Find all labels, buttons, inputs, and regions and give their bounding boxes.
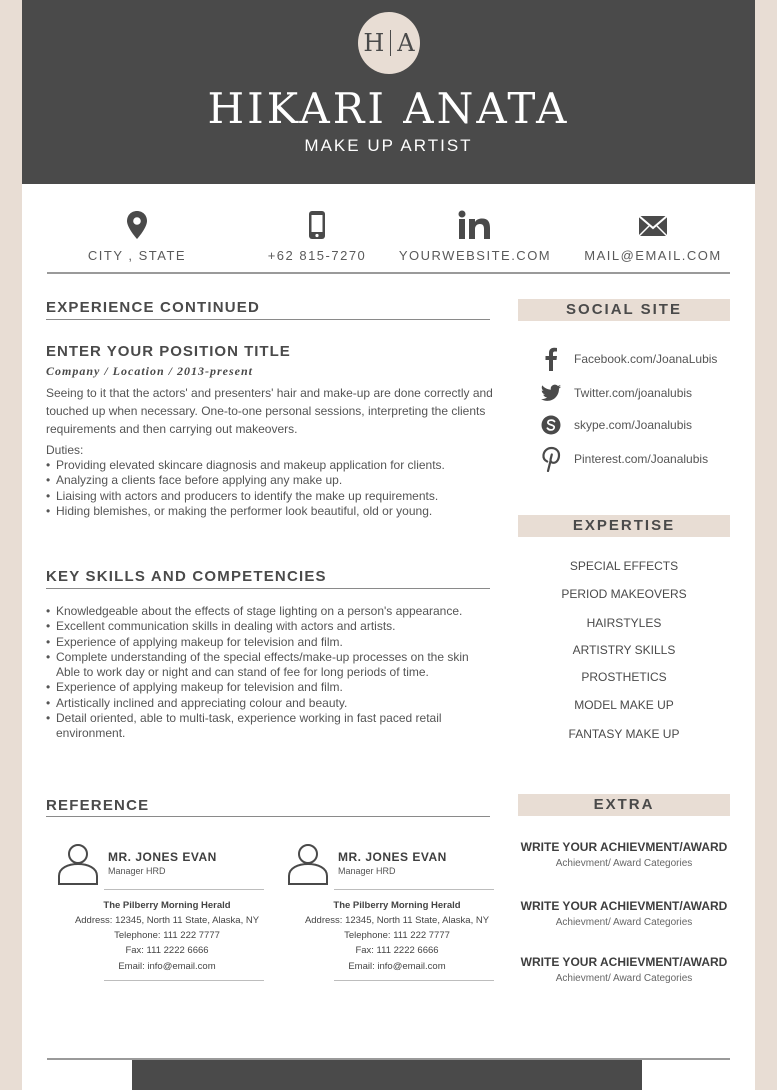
reference-role: Manager HRD [338,866,396,876]
company-line: Company / Location / 2013-present [46,364,253,378]
position-title: ENTER YOUR POSITION TITLE [46,343,291,360]
reference-company: The Pilberry Morning Herald [333,900,461,911]
reference-divider [104,980,264,981]
reference-divider [104,889,264,890]
expertise-item: SPECIAL EFFECTS [569,559,679,573]
contact-phone-text: +62 815-7270 [267,248,367,263]
resume-page [22,0,755,1090]
contact-location [52,210,222,263]
twitter-icon [540,381,562,405]
experience-description: Seeing to it that the actors' and presenters' hair and make-up are done correctly and touched up when necessary. One-to-one personal sessions, interpreting the clients requirements and then carrying out makeovers. [46,386,493,436]
reference-telephone: Telephone: 111 222 7777 [114,930,220,941]
social-twitter-text[interactable]: Twitter.com/joanalubis [574,386,693,400]
social-item-pinterest[interactable] [540,447,708,471]
contact-email[interactable] [568,210,738,263]
linkedin-icon [457,210,493,240]
social-facebook-text[interactable]: Facebook.com/JoanaLubis [574,352,718,366]
expertise-item: PERIOD MAKEOVERS [561,587,687,601]
reference-company: The Pilberry Morning Herald [103,900,231,911]
award-item [518,840,730,869]
skills-section-title: KEY SKILLS AND COMPETENCIES [46,568,327,585]
expertise-item: PROSTHETICS [581,670,667,684]
mail-envelope-icon [637,210,669,240]
award-item [518,899,730,928]
list-item: • Liaising with actors and producers to identify the make up requirements. [46,489,496,504]
social-section-title: SOCIAL SITE [518,299,730,321]
reference-section-title: REFERENCE [46,797,150,814]
extra-section-title: EXTRA [518,794,730,816]
pinterest-icon [540,446,562,472]
award-subtitle: Achievment/ Award Categories [555,917,693,928]
reference-telephone: Telephone: 111 222 7777 [344,930,450,941]
award-subtitle: Achievment/ Award Categories [555,858,693,869]
job-title: MAKE UP ARTIST [304,136,473,155]
social-pinterest-text[interactable]: Pinterest.com/Joanalubis [574,452,709,466]
person-name: HIKARI ANATA [207,84,570,133]
contact-divider [47,272,730,274]
award-item [518,955,730,984]
monogram-badge [358,12,420,74]
reference-fax: Fax: 111 2222 6666 [355,945,439,956]
award-title: WRITE YOUR ACHIEVMENT/AWARD [520,955,728,969]
award-subtitle: Achievment/ Award Categories [555,973,693,984]
monogram-right: A [397,29,415,57]
list-item: • Experience of applying makeup for television and film. [46,635,486,650]
expertise-item: ARTISTRY SKILLS [572,643,676,657]
social-item-facebook[interactable] [540,347,717,371]
award-title: WRITE YOUR ACHIEVMENT/AWARD [520,899,728,913]
reference-email[interactable]: Email: info@email.com [348,961,446,972]
monogram-left: H [363,29,385,57]
list-item: • Providing elevated skincare diagnosis and makeup application for clients. [46,458,496,473]
reference-name: MR. JONES EVAN [338,850,447,864]
contact-website-text[interactable]: YOURWEBSITE.COM [398,248,552,263]
list-item: • Artistically inclined and appreciating colour and beauty. [46,696,486,711]
social-item-skype[interactable] [540,413,692,437]
expertise-item: MODEL MAKE UP [574,698,674,712]
experience-section-title: EXPERIENCE CONTINUED [46,299,261,316]
reference-role: Manager HRD [108,866,166,876]
contact-email-text[interactable]: MAIL@EMAIL.COM [584,248,722,263]
reference-address: Address: 12345, North 11 State, Alaska, NY [74,915,260,926]
contact-location-text: CITY , STATE [87,248,187,263]
person-outline-icon [286,842,330,886]
mobile-phone-icon [307,210,327,240]
skills-section-rule [46,588,490,589]
skype-icon [540,413,562,437]
reference-divider [334,980,494,981]
list-item: • Complete understanding of the special effects/make-up processes on the skin Able to work day or night and can stand of fee for long periods of time. [46,650,486,681]
social-item-twitter[interactable] [540,381,692,405]
expertise-item: FANTASY MAKE UP [568,727,680,741]
facebook-icon [540,347,562,371]
footer-bar [132,1060,642,1090]
reference-divider [334,889,494,890]
contact-row [22,210,755,270]
experience-section-rule [46,319,490,320]
list-item: • Analyzing a clients face before applying any make up. [46,473,496,488]
expertise-item: HAIRSTYLES [586,616,662,630]
duties-label: Duties: [46,443,84,457]
reference-fax: Fax: 111 2222 6666 [125,945,209,956]
list-item: • Detail oriented, able to multi-task, experience working in fast paced retail environment. [46,711,486,742]
reference-email[interactable]: Email: info@email.com [118,961,216,972]
monogram-divider [390,30,391,56]
duties-list [46,458,496,519]
reference-section-rule [46,816,490,817]
list-item: • Experience of applying makeup for television and film. [46,680,486,695]
award-title: WRITE YOUR ACHIEVMENT/AWARD [520,840,728,854]
list-item: • Excellent communication skills in dealing with actors and artists. [46,619,486,634]
header-banner [22,0,755,184]
skills-list [46,604,486,742]
reference-name: MR. JONES EVAN [108,850,217,864]
contact-phone [232,210,402,263]
reference-address: Address: 12345, North 11 State, Alaska, NY [304,915,490,926]
person-outline-icon [56,842,100,886]
contact-website[interactable] [390,210,560,263]
social-skype-text[interactable]: skype.com/Joanalubis [574,418,693,432]
list-item: • Hiding blemishes, or making the performer look beautiful, old or young. [46,504,496,519]
location-pin-icon [126,210,148,240]
expertise-section-title: EXPERTISE [518,515,730,537]
list-item: • Knowledgeable about the effects of stage lighting on a person's appearance. [46,604,486,619]
